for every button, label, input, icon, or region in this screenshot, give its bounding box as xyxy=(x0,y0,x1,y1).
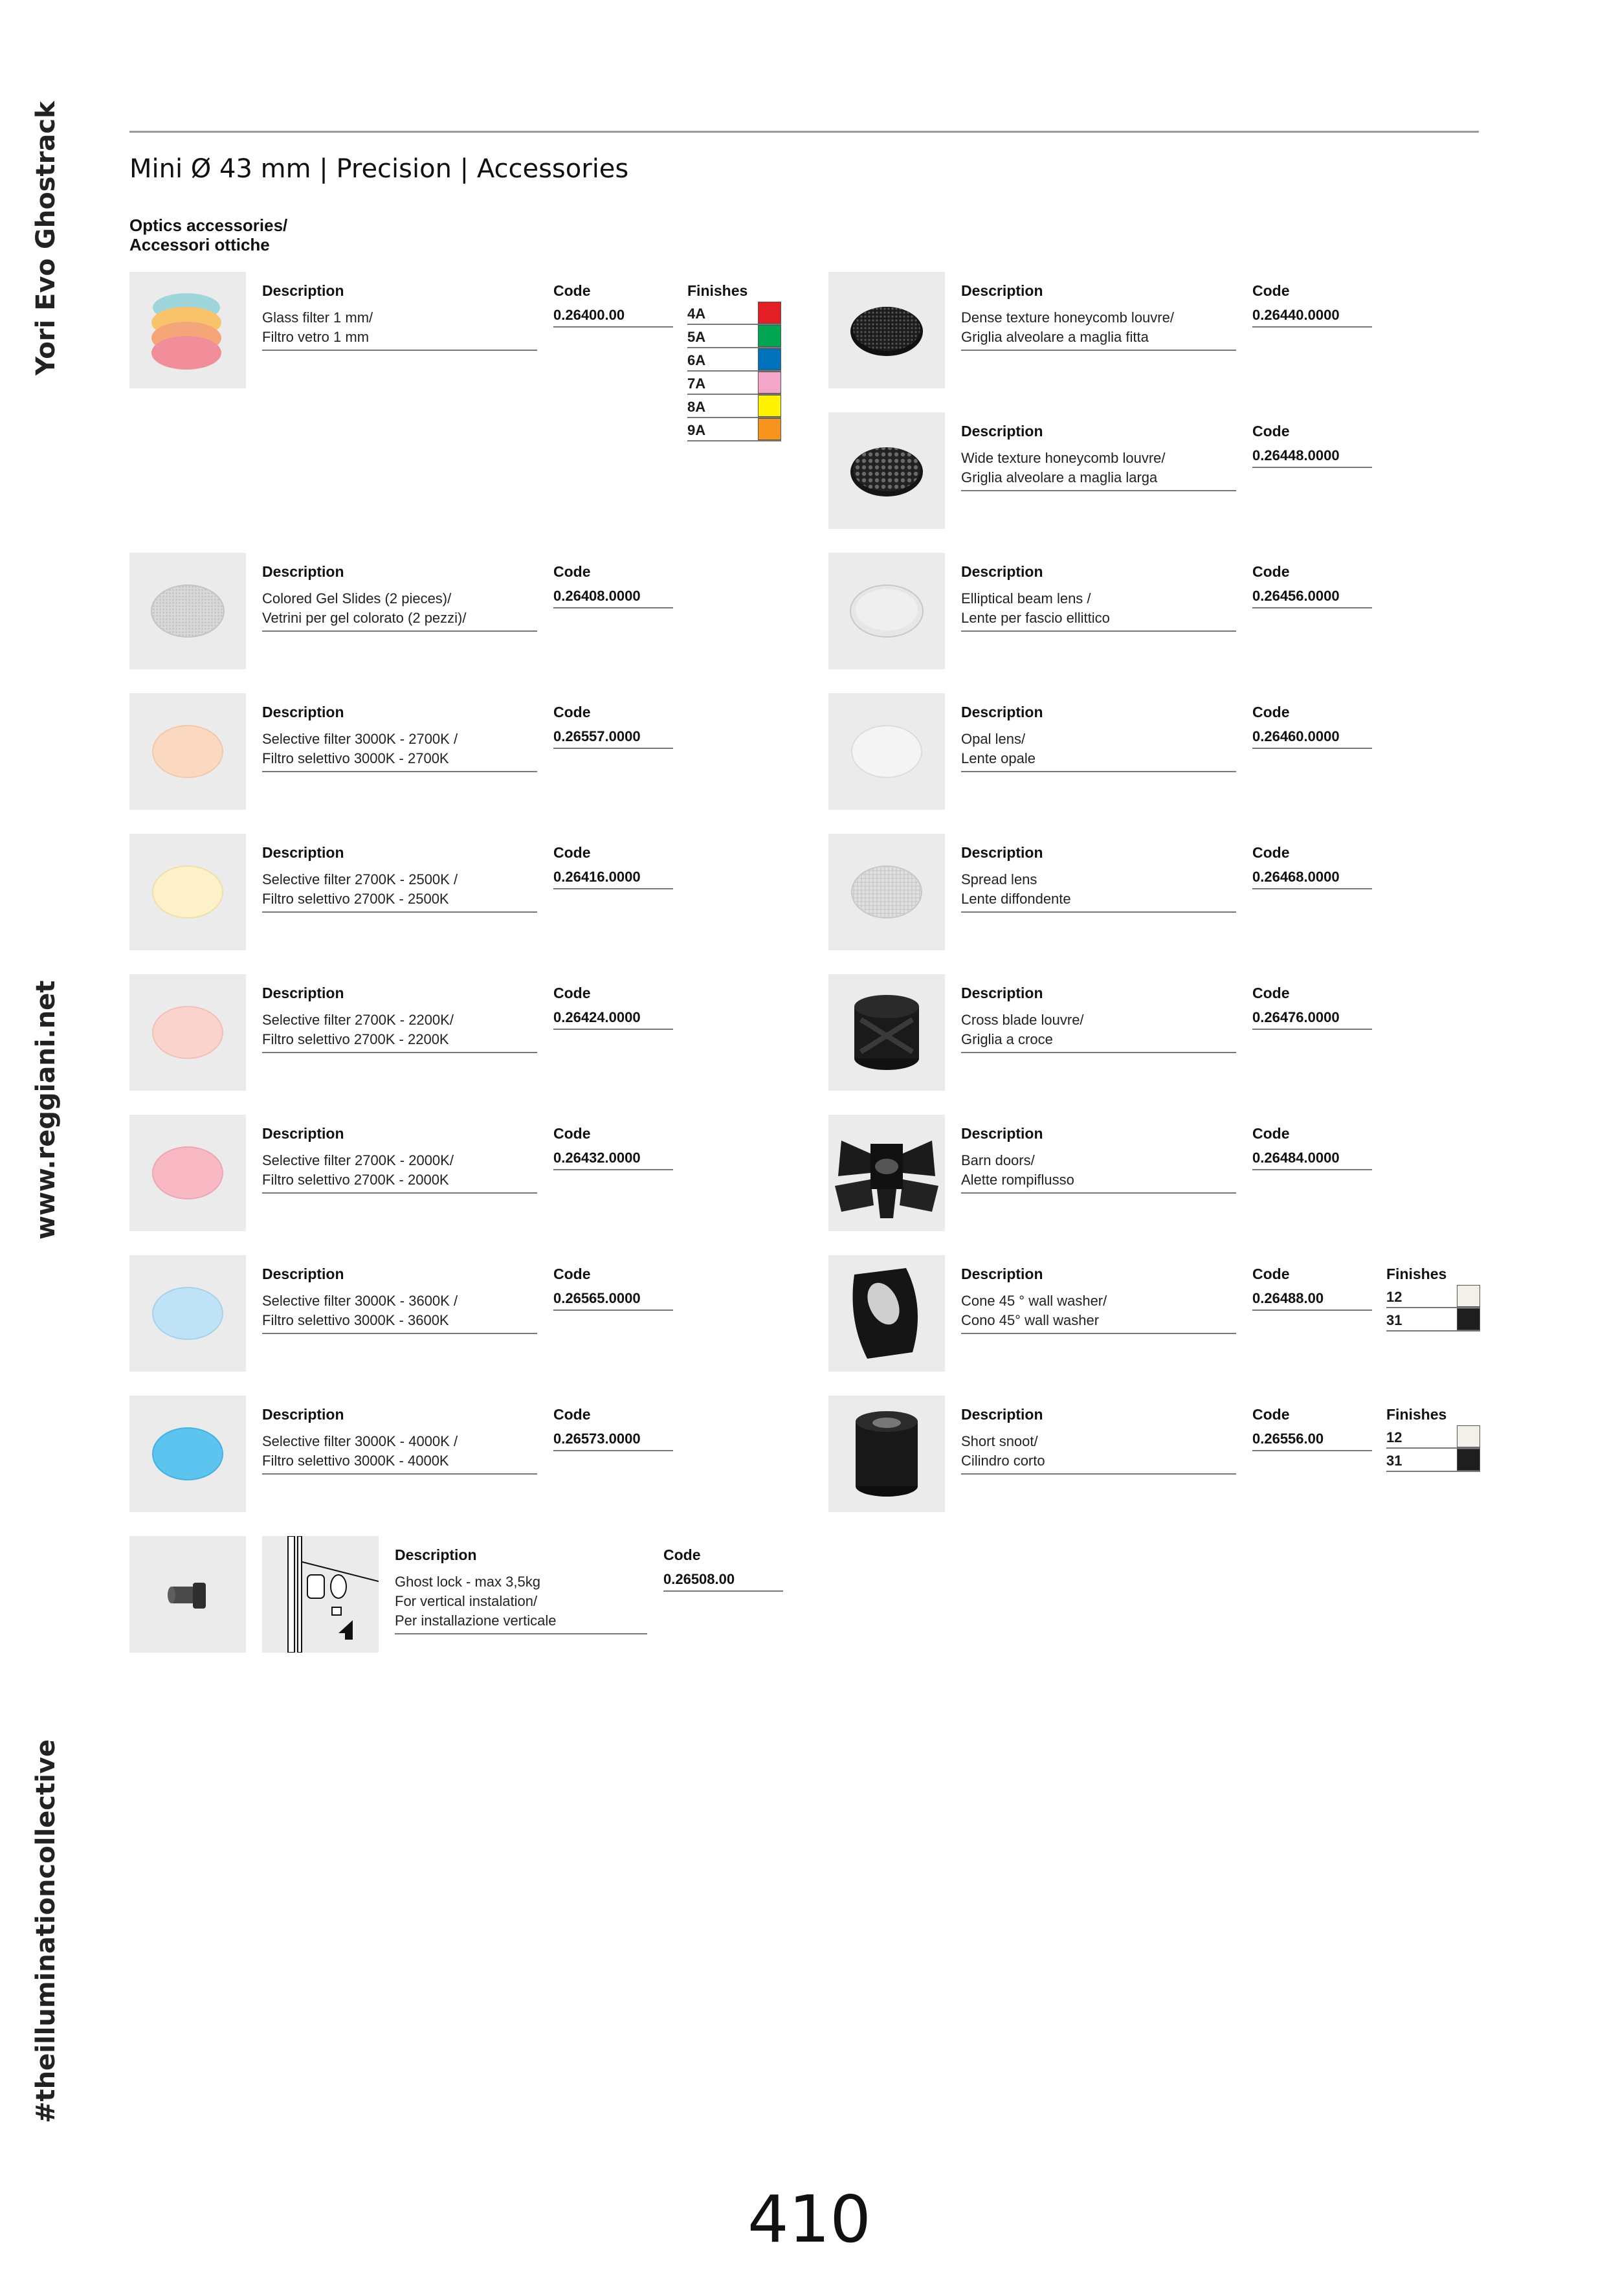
filter-3000-4000-image xyxy=(129,1396,246,1512)
description-it: Filtro selettivo 2700K - 2200K xyxy=(262,1031,449,1047)
ghost-lock-image xyxy=(129,1536,246,1653)
description-en: Selective filter 2700K - 2000K/ xyxy=(262,1152,454,1168)
description-en: Wide texture honeycomb louvre/ xyxy=(961,450,1166,466)
finishes-table xyxy=(687,302,781,441)
code-label: Code xyxy=(553,1406,591,1423)
description-it: Filtro selettivo 2700K - 2500K xyxy=(262,891,449,907)
description-it: Griglia a croce xyxy=(961,1031,1053,1047)
code-label: Code xyxy=(1252,1265,1290,1282)
finish-row: 7A xyxy=(687,372,781,395)
description-label: Description xyxy=(961,844,1043,861)
elliptical-lens-image xyxy=(828,553,945,669)
description-en: Short snoot/ xyxy=(961,1433,1038,1449)
page-title: Mini Ø 43 mm | Precision | Accessories xyxy=(129,154,629,184)
code-label: Code xyxy=(553,282,591,299)
description-text xyxy=(262,589,537,632)
code-label: Code xyxy=(663,1546,701,1563)
finish-swatch xyxy=(758,348,781,370)
code-label: Code xyxy=(1252,985,1290,1001)
glass-filter-image xyxy=(129,272,246,388)
description-label: Description xyxy=(262,985,344,1001)
code-label: Code xyxy=(553,1125,591,1142)
header-rule xyxy=(129,131,1479,133)
description-label: Description xyxy=(395,1546,477,1563)
finish-row: 12 xyxy=(1386,1425,1480,1449)
finish-swatch xyxy=(1457,1449,1480,1471)
code-label: Code xyxy=(553,704,591,720)
spread-lens-image xyxy=(828,834,945,950)
finishes-label: Finishes xyxy=(687,282,748,299)
description-en: Cone 45 ° wall washer/ xyxy=(961,1293,1107,1309)
finish-row: 6A xyxy=(687,348,781,372)
description-label: Description xyxy=(961,704,1043,720)
description-text xyxy=(262,1432,537,1475)
description-it: Filtro selettivo 2700K - 2000K xyxy=(262,1172,449,1188)
product-code: 0.26573.0000 xyxy=(553,1431,673,1451)
gel-slides-image xyxy=(129,553,246,669)
description-it: Filtro selettivo 3000K - 3600K xyxy=(262,1312,449,1328)
finish-row: 31 xyxy=(1386,1449,1480,1472)
description-label: Description xyxy=(961,423,1043,440)
finishes-table xyxy=(1386,1285,1480,1332)
filter-2700-2500-image xyxy=(129,834,246,950)
finishes-label: Finishes xyxy=(1386,1265,1447,1282)
code-label: Code xyxy=(553,844,591,861)
description-it: Lente diffondente xyxy=(961,891,1071,907)
description-text xyxy=(961,870,1236,913)
description-text xyxy=(262,1291,537,1334)
subtitle-en: Optics accessories/ xyxy=(129,216,288,235)
finish-swatch xyxy=(758,372,781,394)
filter-2700-2200-image xyxy=(129,974,246,1091)
finish-swatch xyxy=(758,302,781,324)
barn-doors-image xyxy=(828,1115,945,1231)
code-label: Code xyxy=(553,1265,591,1282)
finish-swatch xyxy=(1457,1425,1480,1447)
finishes-label: Finishes xyxy=(1386,1406,1447,1423)
description-it: Lente opale xyxy=(961,750,1036,766)
description-label: Description xyxy=(262,1265,344,1282)
description-text xyxy=(961,730,1236,772)
description-en: Selective filter 2700K - 2200K/ xyxy=(262,1012,454,1028)
description-it: Griglia alveolare a maglia fitta xyxy=(961,329,1149,345)
description-en: Selective filter 3000K - 3600K / xyxy=(262,1293,458,1309)
description-en: Spread lens xyxy=(961,871,1037,887)
product-code: 0.26400.00 xyxy=(553,307,673,328)
code-label: Code xyxy=(1252,563,1290,580)
description-en: Dense texture honeycomb louvre/ xyxy=(961,309,1174,326)
description-it: Alette rompiflusso xyxy=(961,1172,1074,1188)
finish-swatch xyxy=(1457,1285,1480,1307)
finish-row: 9A xyxy=(687,418,781,441)
description-label: Description xyxy=(262,844,344,861)
description-text xyxy=(262,308,537,351)
description-it: Cilindro corto xyxy=(961,1453,1045,1469)
code-label: Code xyxy=(1252,423,1290,440)
product-code: 0.26557.0000 xyxy=(553,728,673,749)
description-en: Cross blade louvre/ xyxy=(961,1012,1084,1028)
description-it: Filtro selettivo 3000K - 4000K xyxy=(262,1453,449,1469)
product-code: 0.26476.0000 xyxy=(1252,1009,1372,1030)
finish-row: 31 xyxy=(1386,1308,1480,1332)
description-en: Elliptical beam lens / xyxy=(961,590,1091,607)
product-code: 0.26424.0000 xyxy=(553,1009,673,1030)
code-label: Code xyxy=(553,985,591,1001)
ghost-lock-installation-diagram xyxy=(262,1536,379,1653)
description-text xyxy=(262,1151,537,1194)
description-text xyxy=(961,1010,1236,1053)
description-en: Colored Gel Slides (2 pieces)/ xyxy=(262,590,452,607)
product-code: 0.26484.0000 xyxy=(1252,1150,1372,1170)
hashtag-side-label: #theilluminationcollective xyxy=(31,1739,61,2123)
cross-blade-louvre-image xyxy=(828,974,945,1091)
description-en: Barn doors/ xyxy=(961,1152,1035,1168)
product-code: 0.26468.0000 xyxy=(1252,869,1372,889)
short-snoot-image xyxy=(828,1396,945,1512)
description-label: Description xyxy=(961,1265,1043,1282)
finish-row: 12 xyxy=(1386,1285,1480,1308)
description-text xyxy=(961,1432,1236,1475)
subtitle-it: Accessori ottiche xyxy=(129,235,270,254)
opal-lens-image xyxy=(828,693,945,810)
product-code: 0.26448.0000 xyxy=(1252,447,1372,468)
description-label: Description xyxy=(262,1406,344,1423)
code-label: Code xyxy=(553,563,591,580)
description-text xyxy=(395,1572,647,1634)
product-code: 0.26416.0000 xyxy=(553,869,673,889)
product-code: 0.26556.00 xyxy=(1252,1431,1372,1451)
description-en: Opal lens/ xyxy=(961,731,1026,747)
description-text xyxy=(262,730,537,772)
description-label: Description xyxy=(262,282,344,299)
description-label: Description xyxy=(961,985,1043,1001)
finish-swatch xyxy=(758,418,781,440)
description-it: Per installazione verticale xyxy=(395,1612,557,1629)
product-code: 0.26408.0000 xyxy=(553,588,673,608)
product-code: 0.26508.00 xyxy=(663,1571,783,1592)
description-label: Description xyxy=(961,282,1043,299)
description-label: Description xyxy=(262,1125,344,1142)
finishes-table xyxy=(1386,1425,1480,1472)
description-text xyxy=(961,449,1236,491)
description-text xyxy=(961,589,1236,632)
product-code: 0.26488.00 xyxy=(1252,1290,1372,1311)
description-label: Description xyxy=(961,1406,1043,1423)
description-text xyxy=(961,1151,1236,1194)
brand-side-label: Yori Evo Ghostrack xyxy=(31,101,61,375)
description-it: Cono 45° wall washer xyxy=(961,1312,1100,1328)
description-en: Selective filter 2700K - 2500K / xyxy=(262,871,458,887)
dense-honeycomb-image xyxy=(828,272,945,388)
finish-row: 4A xyxy=(687,302,781,325)
description-label: Description xyxy=(961,563,1043,580)
product-code: 0.26565.0000 xyxy=(553,1290,673,1311)
description-en: Glass filter 1 mm/ xyxy=(262,309,373,326)
filter-2700-2000-image xyxy=(129,1115,246,1231)
description-label: Description xyxy=(262,704,344,720)
description-text xyxy=(961,308,1236,351)
finish-row: 5A xyxy=(687,325,781,348)
code-label: Code xyxy=(1252,282,1290,299)
section-subtitle xyxy=(129,216,287,254)
description-text xyxy=(961,1291,1236,1334)
product-code: 0.26456.0000 xyxy=(1252,588,1372,608)
code-label: Code xyxy=(1252,1125,1290,1142)
description-label: Description xyxy=(961,1125,1043,1142)
wide-honeycomb-image xyxy=(828,412,945,529)
finish-swatch xyxy=(758,325,781,347)
description-it: Filtro selettivo 3000K - 2700K xyxy=(262,750,449,766)
finish-row: 8A xyxy=(687,395,781,418)
code-label: Code xyxy=(1252,1406,1290,1423)
description-it: Vetrini per gel colorato (2 pezzi)/ xyxy=(262,610,467,626)
code-label: Code xyxy=(1252,704,1290,720)
description-it: Lente per fascio ellittico xyxy=(961,610,1110,626)
page-number: 410 xyxy=(748,2181,871,2257)
cone-wall-washer-image xyxy=(828,1255,945,1372)
website-side-label[interactable]: www.reggiani.net xyxy=(31,980,61,1240)
product-code: 0.26440.0000 xyxy=(1252,307,1372,328)
description-en: Selective filter 3000K - 2700K / xyxy=(262,731,458,747)
description-text xyxy=(262,1010,537,1053)
product-code: 0.26432.0000 xyxy=(553,1150,673,1170)
filter-3000-2700-image xyxy=(129,693,246,810)
description-en: Selective filter 3000K - 4000K / xyxy=(262,1433,458,1449)
description-it: Filtro vetro 1 mm xyxy=(262,329,370,345)
description-it: Griglia alveolare a maglia larga xyxy=(961,469,1158,485)
product-code: 0.26460.0000 xyxy=(1252,728,1372,749)
code-label: Code xyxy=(1252,844,1290,861)
description-label: Description xyxy=(262,563,344,580)
description-en-2: For vertical instalation/ xyxy=(395,1593,538,1609)
description-en: Ghost lock - max 3,5kg xyxy=(395,1574,540,1590)
filter-3000-3600-image xyxy=(129,1255,246,1372)
finish-swatch xyxy=(1457,1308,1480,1330)
description-text xyxy=(262,870,537,913)
finish-swatch xyxy=(758,395,781,417)
